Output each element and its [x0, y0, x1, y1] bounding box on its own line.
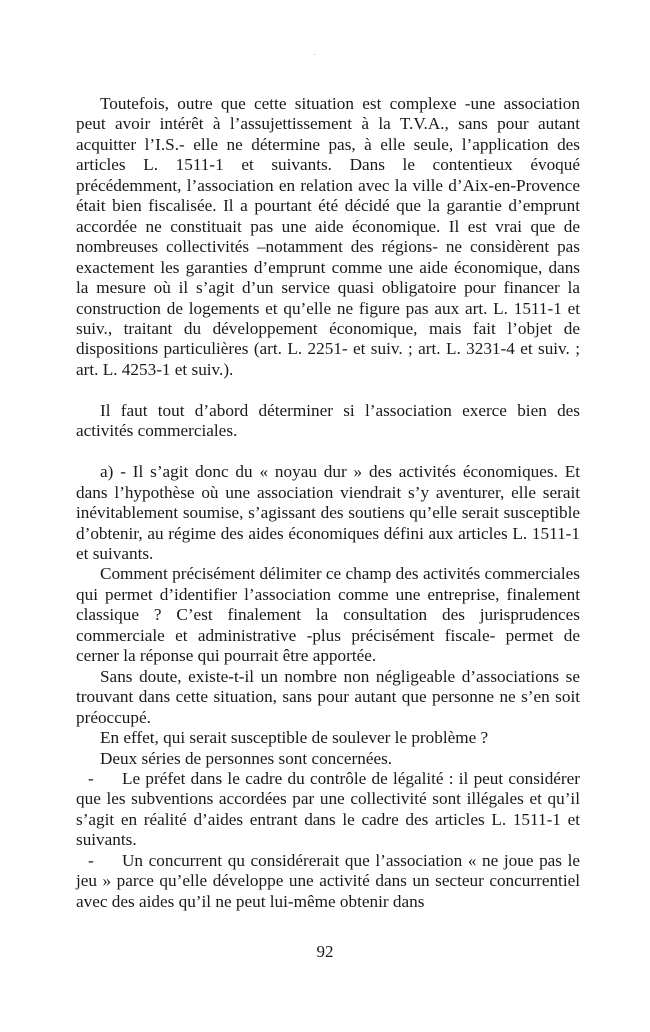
page-number: 92	[316, 942, 334, 961]
paragraph-gap	[76, 442, 580, 462]
paragraph-3: a) - Il s’agit donc du « noyau dur » des activités économiques. Et dans l’hypothèse où une association viendrait s’y aventurer, elle serait inévitablement soumise, s’agissant des soutiens qu’elle serait susceptible d’obtenir, au régime des aides économiques défini aux articles L. 1511-1 et suivants.	[76, 462, 580, 563]
page-body	[76, 94, 580, 912]
list-item	[76, 769, 580, 851]
paragraph-2: Il faut tout d’abord déterminer si l’association exerce bien des activités commerciales.	[76, 400, 580, 441]
paragraph-4: Comment précisément délimiter ce champ des activités commerciales qui permet d’identifier l’association comme une entreprise, finalement classique ? C’est finalement la consultation des jurisprudences commerciale et administrative -plus précisément fiscale- permet de cerner la réponse qui pourrait être apportée.	[76, 564, 580, 666]
list-item	[76, 851, 580, 912]
list-item-text: Le préfet dans le cadre du contrôle de légalité : il peut considérer que les subventions accordées par une collectivité sont illégales et qu’il s’agit en réalité d’aides entrant dans le cadre des articles L. 1511-1 et suivants.	[76, 768, 580, 850]
list-marker: -	[88, 850, 94, 870]
scan-speck	[314, 54, 315, 55]
list-marker: -	[88, 768, 94, 788]
paragraph-6: En effet, qui serait susceptible de soulever le problème ?	[100, 728, 489, 748]
paragraph-gap	[76, 380, 580, 400]
paragraph-1: Toutefois, outre que cette situation est complexe -une association peut avoir intérêt à l’assujettissement à la T.V.A., sans pour autant acquitter l’I.S.- elle ne détermine pas, à elle seule, l’application des articles L. 1511-1 et suivants. Dans le contentieux évoqué précédemment, l’association en relation avec la ville d’Aix-en-Provence était bien fiscalisée. Il a pourtant été décidé que la garantie d’emprunt accordée ne constituait pas une aide économique. Il est vrai que de nombreuses collectivités –notamment des régions- ne considèrent pas exactement les garanties d’emprunt comme une aide économique, dans la mesure où il s’agit d’un service quasi obligatoire pour financer la construction de logements et qu’elle ne figure pas aux art. L. 1511-1 et suiv., traitant du développement économique, mais fait l’objet de dispositions particulières (art. L. 2251- et suiv. ; art. L. 3231-4 et suiv. ; art. L. 4253-1 et suiv.).	[76, 94, 580, 379]
paragraph-5: Sans doute, existe-t-il un nombre non négligeable d’associations se trouvant dans cette situation, sans pour autant que personne ne s’en soit préoccupé.	[76, 666, 580, 727]
list-item-text: Un concurrent qu considérerait que l’association « ne joue pas le jeu » parce qu’elle développe une activité dans un secteur concurrentiel avec des aides qu’il ne peut lui-même obtenir dans	[76, 850, 580, 911]
paragraph-7: Deux séries de personnes sont concernées.	[100, 748, 393, 768]
